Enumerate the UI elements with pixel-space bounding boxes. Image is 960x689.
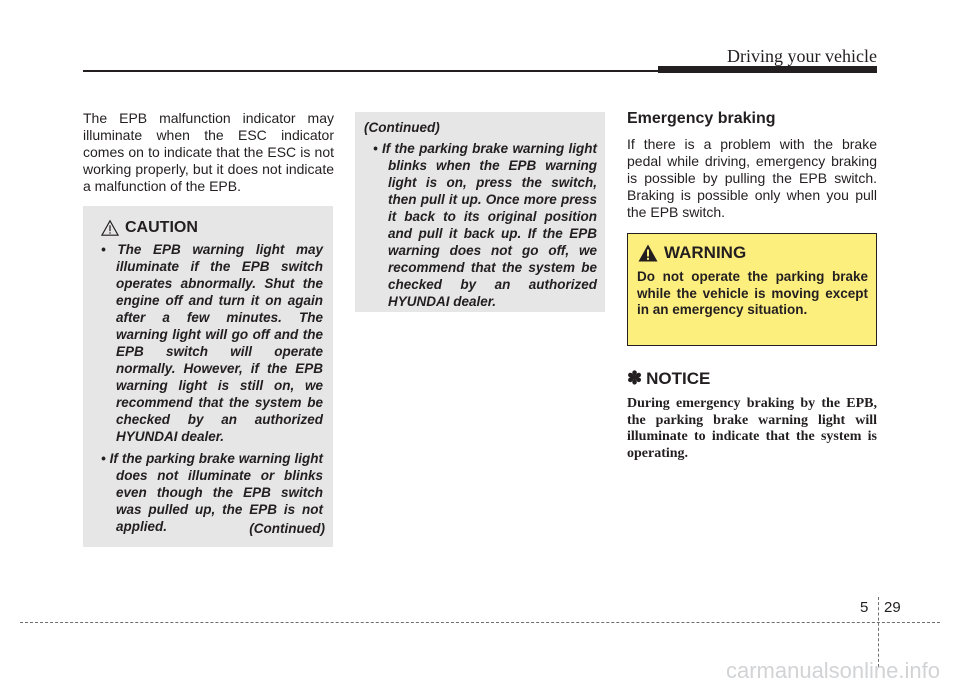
continued-heading: (Continued) [364,120,440,135]
section-header-title: Driving your vehicle [727,46,877,66]
emergency-braking-paragraph: If there is a problem with the brake pedal while driving, emergency braking is possible by pulling the EPB switch. Braking is possible only when you pull the EPB switch. [627,136,877,220]
warning-text: Do not operate the parking brake while the vehicle is moving except in an emergency situation. [637,269,868,317]
caution-triangle-icon [101,219,119,237]
footer-rule [20,622,940,623]
notice-star-icon: ✽ [627,368,643,388]
header-rule [83,70,658,72]
emergency-braking-heading: Emergency braking [627,110,776,127]
caution-list [91,241,323,540]
caution-continued-box [355,112,605,312]
page-number-divider [878,597,879,667]
warning-triangle-icon [638,244,658,262]
caution-continued-list [363,140,597,315]
caution-title: CAUTION [125,219,198,236]
caution-item: • The EPB warning light may illuminate if the EPB switch operates abnormally. Shut the engine off and turn it on again after a few minutes. The warning light will go off and the EPB switch will operate normally. However, if the EPB warning light is still on, we recommend that the system be checked by an authorized HYUNDAI dealer. [101,242,323,444]
notice-heading [627,368,710,389]
continued-label: (Continued) [249,521,325,536]
header-rule-accent [658,66,877,73]
caution-item: • If the parking brake warning light blinks when the EPB warning light is on, press the switch, then pull it up. Once more press it back to its original position and pull it back up. If the EPB warning does not go off, we recommend that the system be checked by an authorized HYUNDAI dealer. [373,141,597,309]
watermark: carmanualsonline.info [725,658,940,683]
intro-paragraph: The EPB malfunction indicator may illuminate when the ESC indicator comes on to indicate that the ESC is not working properly, but it does not indicate a malfunction of the EPB. [83,110,334,194]
notice-title: NOTICE [646,368,711,388]
caution-box [83,206,333,547]
chapter-number: 5 [860,599,869,616]
warning-title: WARNING [664,243,747,262]
caution-heading [101,219,198,237]
warning-box [627,233,877,346]
notice-text: During emergency braking by the EPB, the parking brake warning light will illuminate to indicate that the system is operating. [627,396,877,461]
warning-heading [638,243,746,263]
page-number: 29 [884,599,901,616]
caution-item: • If the parking brake warning light does not illuminate or blinks even though the EPB switch was pulled up, the EPB is not applied. [101,451,323,534]
